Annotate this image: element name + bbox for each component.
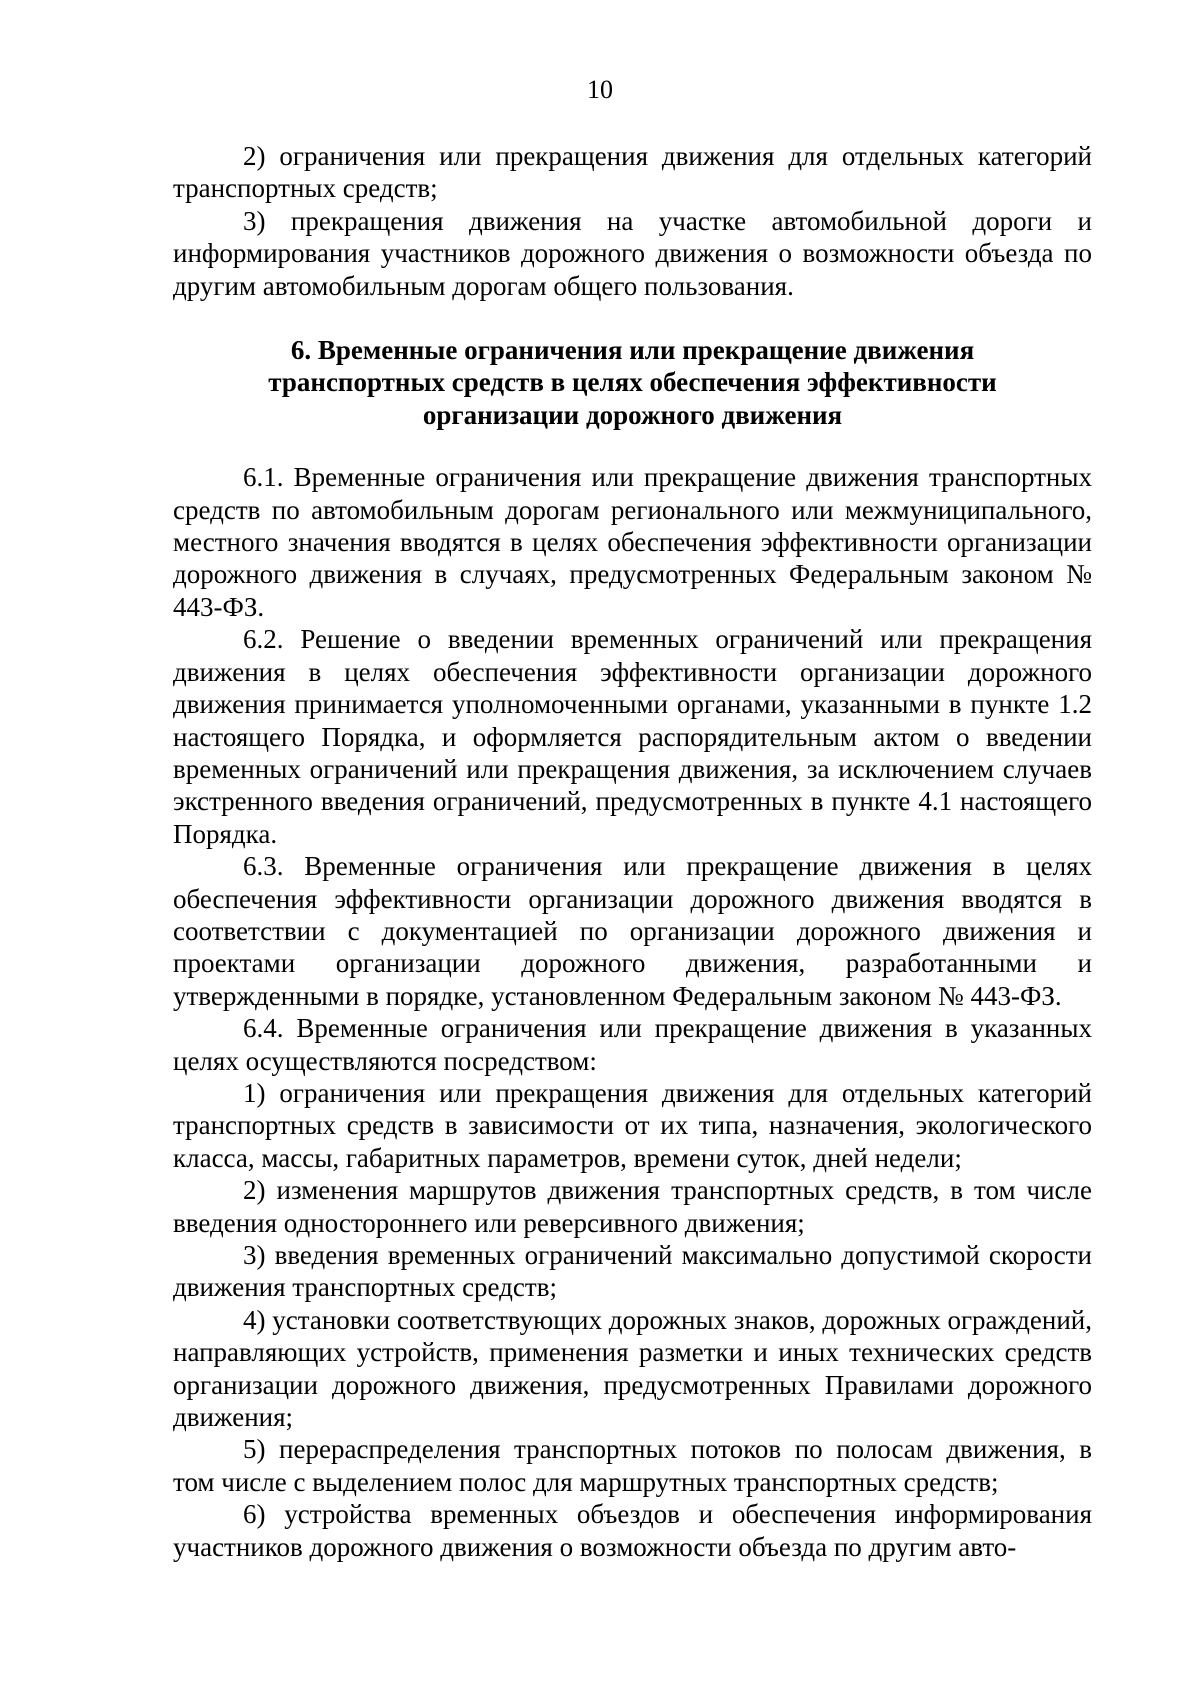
list-item: 5) перераспределения транспортных потоков по полосам движения, в том числе с выделением полос для маршрутных транспортных средств; — [173, 1434, 1092, 1497]
section-heading-line: организации дорожного движения — [422, 399, 843, 430]
intro-paragraph: 2) ограничения или прекращения движения для отдельных категорий транспортных средств; — [173, 141, 1092, 204]
list-item: 2) изменения маршрутов движения транспортных средств, в том числе введения одностороннего или реверсивного движения; — [173, 1175, 1092, 1238]
section-heading — [173, 334, 1092, 431]
intro-paragraph: 3) прекращения движения на участке автомобильной дороги и информирования участников дорожного движения о возможности объезда по другим автомобильным дорогам общего пользования. — [173, 205, 1092, 301]
list-item: 6) устройства временных объездов и обеспечения информирования участников дорожного движения о возможности объезда по другим авто- — [173, 1499, 1092, 1562]
paragraph-6-2: 6.2. Решение о введении временных ограничений или прекращения движения в целях обеспечения эффективности организации дорожного движения принимается уполномоченными органами, указанными в пункте 1.2 настоящего Порядка, и оформляется распорядительным актом о введении временных ограничений или прекращения движения, за исключением случаев экстренного введения ограничений, предусмотренных в пункте 4.1 настоящего Порядка. — [173, 624, 1092, 849]
paragraph-6-3: 6.3. Временные ограничения или прекращение движения в целях обеспечения эффективности организации дорожного движения вводятся в соответствии с документацией по организации дорожного движения и проектами организации дорожного движения, разработанными и утвержденными в порядке, установленном Федеральным законом № 443-ФЗ. — [173, 851, 1092, 1011]
list-item: 3) введения временных ограничений максимально допустимой скорости движения транспортных средств; — [173, 1240, 1092, 1303]
paragraph-6-4: 6.4. Временные ограничения или прекращение движения в указанных целях осуществляются посредством: — [173, 1013, 1092, 1076]
paragraph-6-1: 6.1. Временные ограничения или прекращение движения транспортных средств по автомобильным дорогам регионального или межмуниципального, местного значения вводятся в целях обеспечения эффективности организации дорожного движения в случаях, предусмотренных Федеральным законом № 443-ФЗ. — [173, 462, 1092, 622]
list-item: 1) ограничения или прекращения движения для отдельных категорий транспортных средств в зависимости от их типа, назначения, экологического класса, массы, габаритных параметров, времени суток, дней недели; — [173, 1077, 1092, 1173]
section-heading-line: 6. Временные ограничения или прекращение движения — [290, 335, 975, 366]
list-item: 4) установки соответствующих дорожных знаков, дорожных ограждений, направляющих устройств, применения разметки и иных технических средств организации дорожного движения, предусмотренных Правилами дорожного движения; — [173, 1304, 1092, 1433]
page-number: 10 — [587, 75, 613, 104]
document-body — [173, 140, 1092, 1563]
section-heading-line: транспортных средств в целях обеспечения эффективности — [268, 367, 997, 398]
